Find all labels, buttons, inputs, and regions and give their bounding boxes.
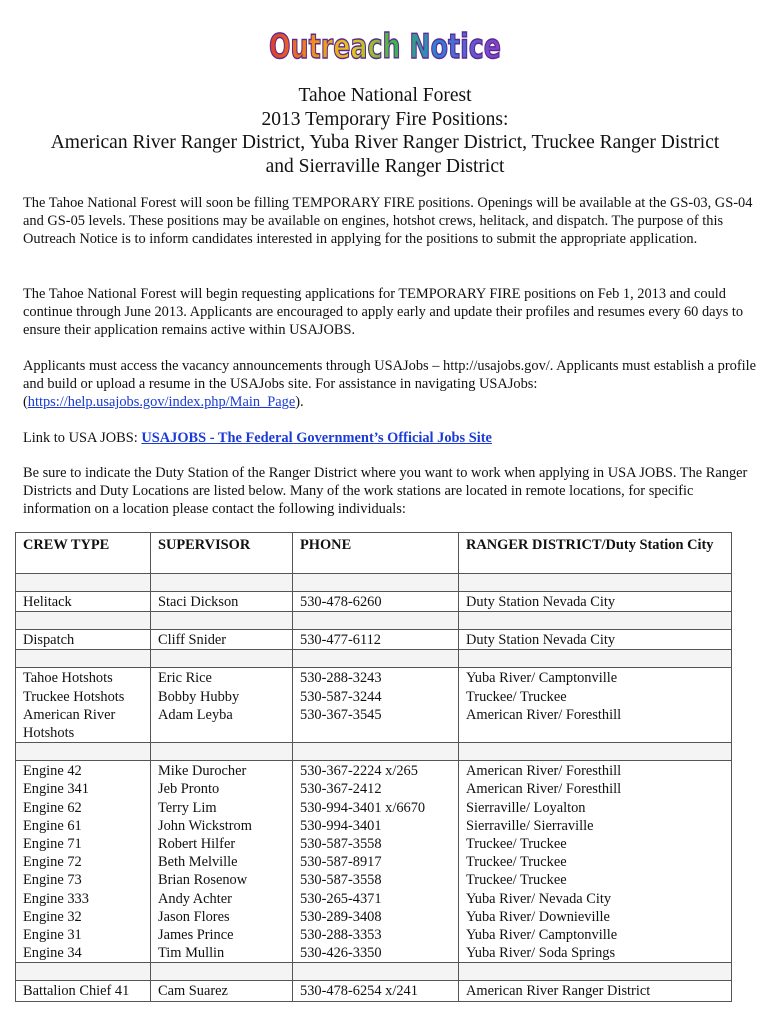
phone-line: 530-367-2224 x/265 <box>300 763 418 780</box>
phone-line: 530-367-3545 <box>300 706 382 723</box>
spacer-cell <box>16 963 151 981</box>
spacer-cell <box>459 574 732 592</box>
phone-line: 530-587-3558 <box>300 872 382 889</box>
supervisor-cell <box>151 668 293 743</box>
crew-type-cell <box>16 630 151 650</box>
supervisor-cell <box>151 630 293 650</box>
district-cell <box>459 981 732 1001</box>
supervisor-line: Brian Rosenow <box>158 872 248 889</box>
table-row <box>16 592 732 612</box>
duty-station-paragraph: Be sure to indicate the Duty Station of the Ranger District where you want to work when applying in USA JOBS. The Ranger Districts and Duty Locations are listed below. Many of the work stations are located in remote locations, for specific information on a location please contact the following individuals: <box>23 465 748 518</box>
title-block <box>0 84 770 178</box>
supervisor-line: Bobby Hubby <box>158 688 240 705</box>
crew-type-line: Engine 341 <box>23 781 89 798</box>
crew-type-cell <box>16 592 151 612</box>
supervisor-line: Staci Dickson <box>158 594 239 610</box>
district-line: American River/ Foresthill <box>466 706 622 723</box>
supervisor-line: Tim Mullin <box>158 945 225 962</box>
district-line: Duty Station Nevada City <box>466 594 616 610</box>
help-usajobs-link[interactable]: https://help.usajobs.gov/index.php/Main_Page <box>27 394 296 411</box>
spacer-cell <box>151 963 293 981</box>
spacer-cell <box>293 612 459 630</box>
supervisor-line: Cam Suarez <box>158 983 228 1000</box>
district-cell <box>459 592 732 612</box>
district-line: American River/ Foresthill <box>466 763 622 780</box>
crew-type-cell <box>16 761 151 963</box>
phone-line: 530-994-3401 x/6670 <box>300 799 426 816</box>
phone-line: 530-478-6260 <box>300 594 382 610</box>
spacer-cell <box>293 743 459 761</box>
crew-type-cell <box>16 981 151 1001</box>
districts-title-line1: American River Ranger District, Yuba River Ranger District, Truckee Ranger District <box>50 132 720 153</box>
supervisor-line: John Wickstrom <box>158 817 252 834</box>
district-line: Sierraville/ Loyalton <box>466 799 586 816</box>
supervisor-line: Jeb Pronto <box>158 781 220 798</box>
crew-table-body <box>16 574 732 1002</box>
phone-line: 530-367-2412 <box>300 781 382 798</box>
supervisor-line: Andy Achter <box>158 890 232 907</box>
header-ranger-district: RANGER DISTRICT/Duty Station City <box>459 533 732 574</box>
usajobs-link-line <box>23 429 758 447</box>
district-line: Truckee/ Truckee <box>466 688 567 705</box>
spacer-cell <box>16 650 151 668</box>
phone-cell <box>293 668 459 743</box>
outreach-notice-logo <box>0 18 770 70</box>
crew-type-line: Tahoe Hotshots <box>23 670 113 687</box>
phone-line: 530-265-4371 <box>300 890 382 907</box>
table-spacer-row <box>16 612 732 630</box>
crew-type-line: American River Hotshots <box>23 706 116 742</box>
intro-paragraph: The Tahoe National Forest will soon be filling TEMPORARY FIRE positions. Openings will be available at the GS-03, GS-04 and GS-05 levels. These positions may be available on engines, hotshot crews, helitack, and dispatch. The purpose of this Outreach Notice is to inform candidates interested in applying for the positions to submit the appropriate application. <box>23 195 753 248</box>
table-row <box>16 668 732 743</box>
positions-title: 2013 Temporary Fire Positions: <box>261 108 509 130</box>
supervisor-line: James Prince <box>158 927 234 944</box>
phone-line: 530-587-3244 <box>300 688 382 705</box>
phone-line: 530-587-8917 <box>300 854 382 871</box>
supervisor-line: Mike Durocher <box>158 763 247 780</box>
crew-type-line: Truckee Hotshots <box>23 688 125 705</box>
supervisor-line: Robert Hilfer <box>158 836 236 853</box>
table-row <box>16 981 732 1001</box>
table-header-row <box>16 533 732 574</box>
crew-type-line: Dispatch <box>23 632 75 649</box>
table-spacer-row <box>16 574 732 592</box>
crew-type-line: Engine 72 <box>23 854 82 871</box>
spacer-cell <box>293 650 459 668</box>
district-cell <box>459 668 732 743</box>
district-line: American River/ Foresthill <box>466 781 622 798</box>
forest-title: Tahoe National Forest <box>298 85 472 106</box>
spacer-cell <box>293 574 459 592</box>
phone-line: 530-288-3353 <box>300 927 382 944</box>
crew-type-line: Battalion Chief 41 <box>23 983 130 1000</box>
spacer-cell <box>459 650 732 668</box>
phone-cell <box>293 592 459 612</box>
crew-type-line: Engine 32 <box>23 908 82 925</box>
district-line: Truckee/ Truckee <box>466 872 567 889</box>
table-spacer-row <box>16 743 732 761</box>
district-line: Sierraville/ Sierraville <box>466 817 594 834</box>
logo-text: Outreach Notice <box>269 27 501 67</box>
crew-type-line: Engine 73 <box>23 872 82 889</box>
districts-title-line2: and Sierraville Ranger District <box>265 155 505 177</box>
header-phone: PHONE <box>293 533 459 574</box>
usajobs-paragraph <box>23 357 758 412</box>
district-line: Yuba River/ Downieville <box>466 908 610 925</box>
phone-line: 530-587-3558 <box>300 836 382 853</box>
phone-line: 530-289-3408 <box>300 908 382 925</box>
spacer-cell <box>16 574 151 592</box>
spacer-cell <box>151 574 293 592</box>
crew-contacts-table <box>15 532 732 1002</box>
district-cell <box>459 630 732 650</box>
spacer-cell <box>16 743 151 761</box>
crew-type-line: Helitack <box>23 594 72 610</box>
phone-cell <box>293 981 459 1001</box>
table-row <box>16 761 732 963</box>
district-line: Yuba River/ Camptonville <box>466 927 618 944</box>
usajobs-official-link[interactable]: USAJOBS - The Federal Government’s Official Jobs Site <box>141 430 492 446</box>
phone-cell <box>293 630 459 650</box>
district-line: Yuba River/ Soda Springs <box>466 945 616 962</box>
spacer-cell <box>459 963 732 981</box>
usajobs-link-label: Link to USA JOBS: <box>23 430 142 446</box>
district-line: Yuba River/ Nevada City <box>466 890 612 907</box>
supervisor-line: Adam Leyba <box>158 706 233 723</box>
schedule-paragraph: The Tahoe National Forest will begin requesting applications for TEMPORARY FIRE positions on Feb 1, 2013 and could continue through June 2013. Applicants are encouraged to apply early and update their profiles and resumes every 60 days to ensure their application remains active within USAJOBS. <box>23 286 744 339</box>
phone-line: 530-994-3401 <box>300 817 382 834</box>
supervisor-line: Jason Flores <box>158 908 230 925</box>
supervisor-cell <box>151 592 293 612</box>
crew-type-line: Engine 31 <box>23 927 82 944</box>
spacer-cell <box>459 743 732 761</box>
table-spacer-row <box>16 963 732 981</box>
table-row <box>16 630 732 650</box>
district-line: Truckee/ Truckee <box>466 836 567 853</box>
spacer-cell <box>459 612 732 630</box>
crew-type-line: Engine 42 <box>23 763 82 780</box>
crew-type-line: Engine 71 <box>23 836 82 853</box>
spacer-cell <box>16 612 151 630</box>
district-line: Duty Station Nevada City <box>466 632 616 649</box>
table-spacer-row <box>16 650 732 668</box>
crew-type-line: Engine 61 <box>23 817 82 834</box>
crew-type-line: Engine 34 <box>23 945 82 962</box>
phone-cell <box>293 761 459 963</box>
spacer-cell <box>293 963 459 981</box>
district-line: Yuba River/ Camptonville <box>466 670 618 687</box>
phone-line: 530-426-3350 <box>300 945 382 962</box>
spacer-cell <box>151 650 293 668</box>
header-crew-type: CREW TYPE <box>16 533 151 574</box>
phone-line: 530-478-6254 x/241 <box>300 983 418 1000</box>
supervisor-line: Terry Lim <box>158 799 217 816</box>
crew-type-cell <box>16 668 151 743</box>
spacer-cell <box>151 743 293 761</box>
phone-line: 530-477-6112 <box>300 632 382 649</box>
supervisor-cell <box>151 761 293 963</box>
supervisor-cell <box>151 981 293 1001</box>
supervisor-line: Eric Rice <box>158 670 212 687</box>
supervisor-line: Cliff Snider <box>158 632 227 649</box>
spacer-cell <box>151 612 293 630</box>
usajobs-text: Applicants must access the vacancy announcements through USAJobs – http://usajobs.gov/. Applicants must establish a profile and build or upload a resume in the USAJobs site. For assistance in navigating USAJobs: ( <box>23 358 757 411</box>
crew-type-line: Engine 333 <box>23 890 89 907</box>
crew-type-line: Engine 62 <box>23 799 82 816</box>
phone-line: 530-288-3243 <box>300 670 382 687</box>
district-cell <box>459 761 732 963</box>
usajobs-text-end: ). <box>295 394 304 411</box>
header-supervisor: SUPERVISOR <box>151 533 293 574</box>
district-line: American River Ranger District <box>466 983 651 1000</box>
district-line: Truckee/ Truckee <box>466 854 567 871</box>
supervisor-line: Beth Melville <box>158 854 238 871</box>
